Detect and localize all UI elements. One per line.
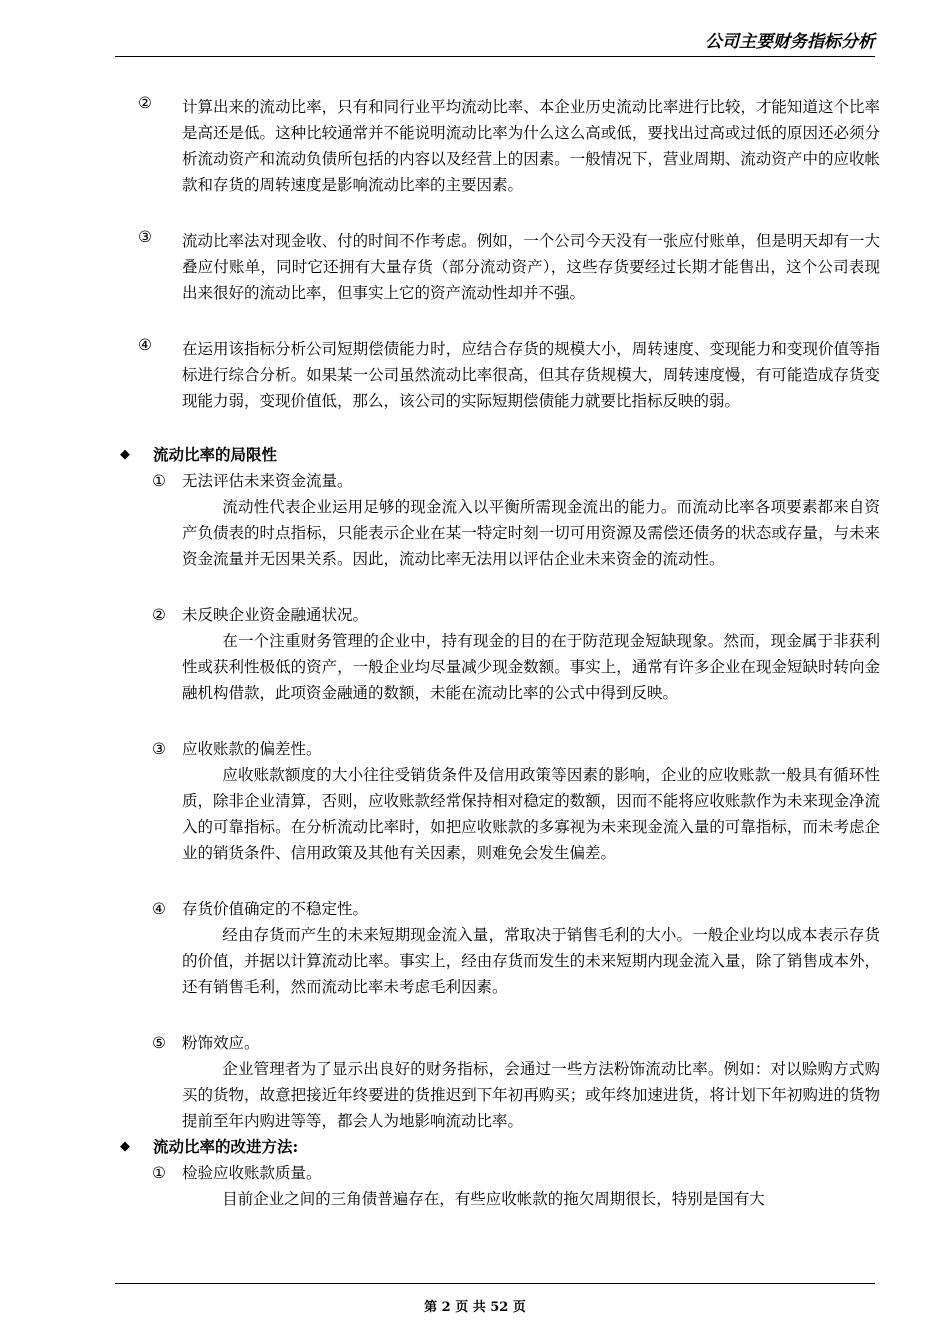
- page-header: [115, 30, 875, 57]
- item-text: 在运用该指标分析公司短期偿债能力时，应结合存货的规模大小，周转速度、变现能力和变现价值等指标进行综合分析。如果某一公司虽然流动比率很高，但其存货规模大，周转速度慢，有可能造成存货变现能力弱，变现价值低，那么，该公司的实际短期偿债能力就要比指标反映的弱。: [182, 340, 880, 410]
- sub-number: ⑤: [152, 1034, 166, 1052]
- page-number: 第 2 页 共 52 页: [424, 1300, 526, 1315]
- diamond-bullet-icon: ◆: [120, 447, 130, 462]
- subsection-title: [120, 602, 880, 628]
- section-heading: [120, 1134, 880, 1160]
- subsection-title: [120, 1030, 880, 1056]
- sub-number: ①: [152, 1164, 166, 1182]
- sub-title-text: 无法评估未来资金流量。: [182, 472, 353, 490]
- subsection-title: [120, 1160, 880, 1186]
- sub-body: 企业管理者为了显示出良好的财务指标，会通过一些方法粉饰流动比率。例如：对以赊购方式购买的货物，故意把接近年终要进的货推迟到下年初再购买；或年终加速进货，将计划下年初购进的货物提前至年内购进等等，都会人为地影响流动比率。: [182, 1060, 880, 1130]
- sub-title-text: 检验应收账款质量。: [182, 1164, 322, 1182]
- item-number: ③: [138, 228, 152, 246]
- list-item: [120, 228, 880, 306]
- sub-number: ④: [152, 900, 166, 918]
- sub-body: 目前企业之间的三角债普遍存在，有些应收帐款的拖欠周期很长，特别是国有大: [222, 1190, 765, 1208]
- item-text: 流动比率法对现金收、付的时间不作考虑。例如，一个公司今天没有一张应付账单，但是明天却有一大叠应付账单，同时它还拥有大量存货（部分流动资产），这些存货要经过长期才能售出，这个公司表现出来很好的流动比率，但事实上它的资产流动性却并不强。: [182, 232, 880, 302]
- sub-title-text: 存货价值确定的不稳定性。: [182, 900, 369, 918]
- sub-number: ③: [152, 740, 166, 758]
- section-heading-text: 流动比率的局限性: [153, 445, 278, 464]
- item-number: ④: [138, 336, 152, 354]
- sub-title-text: 未反映企业资金融通状况。: [182, 606, 369, 624]
- section-heading-text: 流动比率的改进方法:: [153, 1137, 299, 1156]
- subsection-title: [120, 736, 880, 762]
- document-body: [120, 94, 880, 1212]
- list-item: [120, 336, 880, 414]
- list-item: [120, 94, 880, 198]
- subsection-title: [120, 896, 880, 922]
- sub-body: 流动性代表企业运用足够的现金流入以平衡所需现金流出的能力。而流动比率各项要素都来自资产负债表的时点指标，只能表示企业在某一特定时刻一切可用资源及需偿还债务的状态或存量，与未来资金流量并无因果关系。因此，流动比率无法用以评估企业未来资金的流动性。: [182, 498, 880, 568]
- subsection-title: [120, 468, 880, 494]
- sub-body: 应收账款额度的大小往往受销货条件及信用政策等因素的影响，企业的应收账款一般具有循环性质，除非企业清算，否则，应收账款经常保持相对稳定的数额，因而不能将应收账款作为未来现金净流入的可靠指标。在分析流动比率时，如把应收账款的多寡视为未来现金流入量的可靠指标，而未考虑企业的销货条件、信用政策及其他有关因素，则难免会发生偏差。: [182, 766, 880, 862]
- item-number: ②: [138, 94, 152, 112]
- item-text: 计算出来的流动比率，只有和同行业平均流动比率、本企业历史流动比率进行比较，才能知道这个比率是高还是低。这种比较通常并不能说明流动比率为什么这么高或低，要找出过高或过低的原因还必须分析流动资产和流动负债所包括的内容以及经营上的因素。一般情况下，营业周期、流动资产中的应收帐款和存货的周转速度是影响流动比率的主要因素。: [182, 98, 880, 194]
- sub-number: ②: [152, 606, 166, 624]
- sub-body: 经由存货而产生的未来短期现金流入量，常取决于销售毛利的大小。一般企业均以成本表示存货的价值，并据以计算流动比率。事实上，经由存货而发生的未来短期内现金流入量，除了销售成本外，还有销售毛利，然而流动比率未考虑毛利因素。: [182, 926, 880, 996]
- diamond-bullet-icon: ◆: [120, 1139, 130, 1154]
- footer-divider: [115, 1283, 875, 1284]
- sub-title-text: 应收账款的偏差性。: [182, 740, 322, 758]
- sub-body: 在一个注重财务管理的企业中，持有现金的目的在于防范现金短缺现象。然而，现金属于非获利性或获利性极低的资产，一般企业均尽量减少现金数额。事实上，通常有许多企业在现金短缺时转向金融机构借款，此项资金融通的数额，未能在流动比率的公式中得到反映。: [182, 632, 880, 702]
- header-title: 公司主要财务指标分析: [705, 32, 875, 52]
- section-heading: [120, 442, 880, 468]
- sub-title-text: 粉饰效应。: [182, 1034, 260, 1052]
- sub-number: ①: [152, 472, 166, 490]
